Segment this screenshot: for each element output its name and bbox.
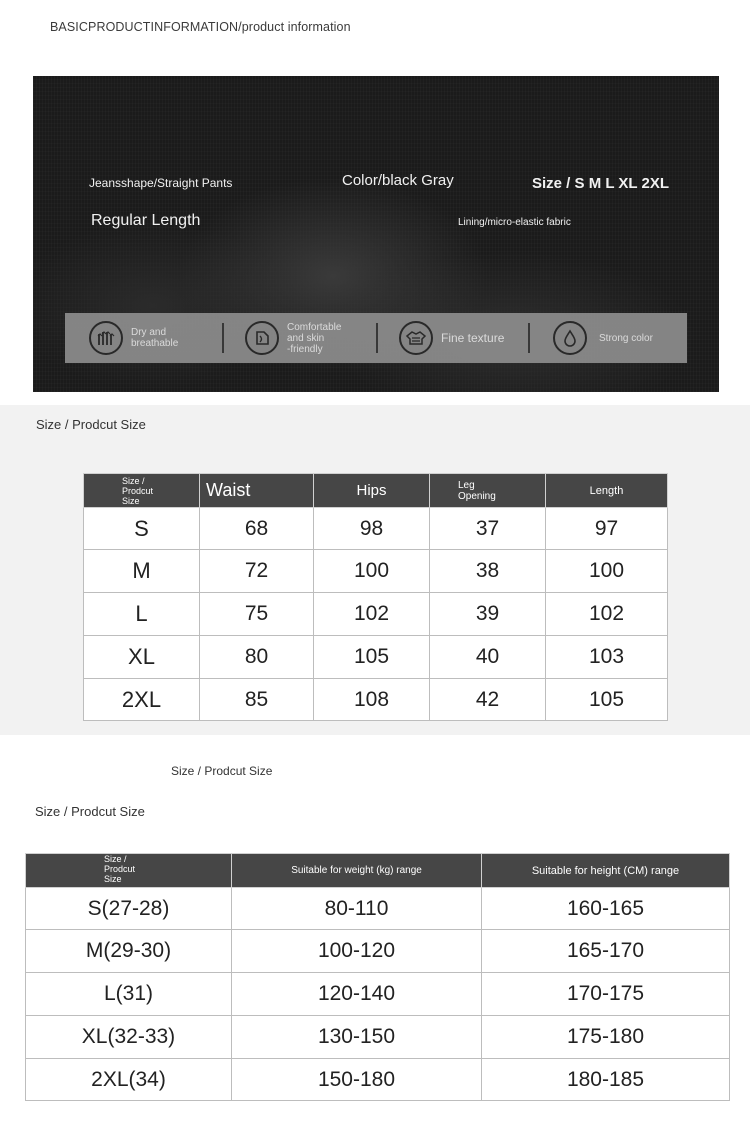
table-cell: 80-110 [232, 888, 482, 930]
table-cell: 180-185 [482, 1059, 730, 1101]
fit-table [25, 853, 730, 1101]
table-cell: 170-175 [482, 973, 730, 1016]
table-cell: M [84, 550, 200, 593]
feature-label: Fine texture [441, 330, 505, 345]
table-row [84, 593, 668, 636]
feature-skin-friendly [245, 313, 341, 363]
table-header-row [26, 854, 730, 888]
feature-texture [399, 313, 504, 363]
table-cell: 165-170 [482, 930, 730, 973]
table-cell: 108 [314, 679, 430, 721]
skin-friendly-icon [245, 321, 279, 355]
fabric-info-panel [33, 76, 719, 392]
column-header: Waist [200, 474, 314, 508]
table-cell: 102 [546, 593, 668, 636]
table-cell: 120-140 [232, 973, 482, 1016]
table-cell: 175-180 [482, 1016, 730, 1059]
feature-strong-color [553, 313, 653, 363]
table-row [84, 550, 668, 593]
column-header: Length [546, 474, 668, 508]
breathable-icon [89, 321, 123, 355]
table-row [26, 888, 730, 930]
table-cell: 100 [314, 550, 430, 593]
table-cell: 150-180 [232, 1059, 482, 1101]
feature-bar [65, 313, 687, 363]
table-row [26, 1016, 730, 1059]
table-cell: 40 [430, 636, 546, 679]
divider [528, 323, 530, 353]
section-label-center: Size / Prodcut Size [171, 764, 273, 778]
divider [376, 323, 378, 353]
table-row [26, 930, 730, 973]
section-label: Size / Prodcut Size [36, 417, 146, 432]
column-header: Size / Prodcut Size [84, 474, 200, 508]
table-cell: S [84, 508, 200, 550]
column-header: Suitable for weight (kg) range [232, 854, 482, 888]
table-cell: 42 [430, 679, 546, 721]
table-header-row [84, 474, 668, 508]
column-header: Size / Prodcut Size [26, 854, 232, 888]
table-cell: 103 [546, 636, 668, 679]
table-cell: 105 [314, 636, 430, 679]
table-cell: 102 [314, 593, 430, 636]
table-cell: 75 [200, 593, 314, 636]
table-cell: 97 [546, 508, 668, 550]
lining-text: Lining/micro-elastic fabric [458, 217, 571, 228]
table-cell: 68 [200, 508, 314, 550]
table-cell: M(29-30) [26, 930, 232, 973]
feature-label: Strong color [599, 332, 653, 344]
table-cell: 72 [200, 550, 314, 593]
size-table [83, 473, 668, 721]
table-cell: 38 [430, 550, 546, 593]
page-title: BASICPRODUCTINFORMATION/product information [50, 20, 351, 34]
water-drop-icon [553, 321, 587, 355]
column-header: Hips [314, 474, 430, 508]
table-row [84, 636, 668, 679]
table-cell: 2XL [84, 679, 200, 721]
column-header: Suitable for height (CM) range [482, 854, 730, 888]
length-text: Regular Length [91, 212, 201, 229]
table-cell: 98 [314, 508, 430, 550]
table-row [26, 973, 730, 1016]
table-cell: XL [84, 636, 200, 679]
table-cell: 37 [430, 508, 546, 550]
shape-text: Jeansshape/Straight Pants [89, 176, 233, 190]
size-text: Size / S M L XL 2XL [532, 175, 669, 192]
table-cell: 105 [546, 679, 668, 721]
feature-breathable [89, 313, 178, 363]
table-cell: XL(32-33) [26, 1016, 232, 1059]
table-cell: 80 [200, 636, 314, 679]
table-cell: S(27-28) [26, 888, 232, 930]
texture-icon [399, 321, 433, 355]
table-cell: 130-150 [232, 1016, 482, 1059]
feature-label: Comfortable and skin -friendly [287, 321, 342, 355]
section-label: Size / Prodcut Size [35, 804, 145, 819]
table-row [26, 1059, 730, 1101]
table-row [84, 508, 668, 550]
table-cell: L [84, 593, 200, 636]
table-cell: 160-165 [482, 888, 730, 930]
table-cell: 2XL(34) [26, 1059, 232, 1101]
color-text: Color/black Gray [342, 172, 454, 189]
table-row [84, 679, 668, 721]
column-header: Leg Opening [430, 474, 546, 508]
table-cell: 39 [430, 593, 546, 636]
table-cell: L(31) [26, 973, 232, 1016]
divider [222, 323, 224, 353]
table-cell: 85 [200, 679, 314, 721]
table-cell: 100 [546, 550, 668, 593]
feature-label: Dry and breathable [131, 327, 179, 349]
table-cell: 100-120 [232, 930, 482, 973]
